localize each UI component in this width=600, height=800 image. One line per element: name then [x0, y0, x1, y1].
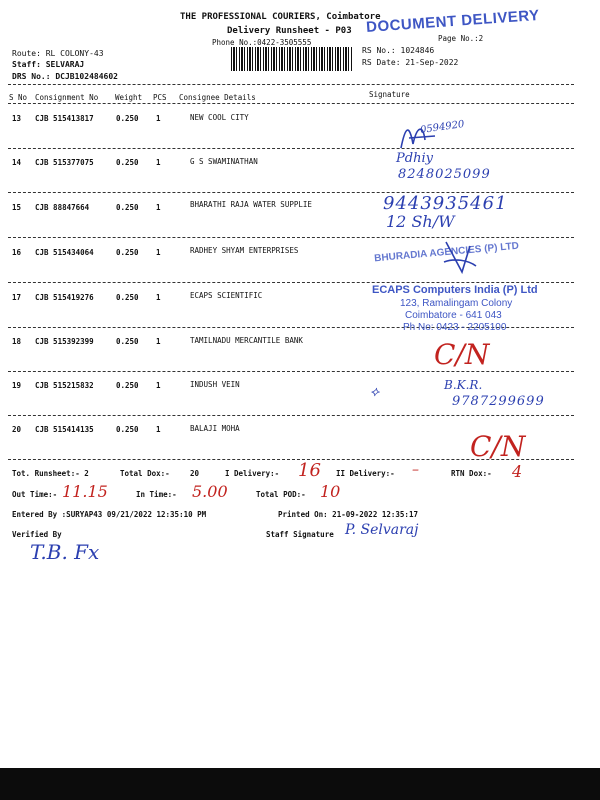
row-consignee: BALAJI MOHA [190, 424, 240, 433]
row-consignee: RADHEY SHYAM ENTERPRISES [190, 246, 299, 255]
total-dox-value: 20 [190, 469, 200, 478]
divider [8, 237, 574, 238]
rs-number: RS No.: 1024846 [362, 46, 435, 55]
row-consignment: CJB 515392399 [35, 337, 94, 346]
row-consignee: INDUSH VEIN [190, 380, 240, 389]
staff-signature-label: Staff Signature [266, 530, 334, 539]
row-weight: 0.250 [116, 203, 139, 212]
phone-number: Phone No.:0422-3505555 [212, 38, 312, 47]
row-sno: 19 [12, 381, 22, 390]
rs-date: RS Date: 21-Sep-2022 [362, 58, 459, 67]
i-delivery-label: I Delivery:- [225, 469, 280, 478]
divider [8, 103, 574, 104]
row-sno: 16 [12, 248, 22, 257]
divider [8, 371, 574, 372]
ecaps-stamp-phone: Ph No: 0423 - 2205100 [403, 322, 507, 333]
row-pcs: 1 [156, 425, 161, 434]
row-pcs: 1 [156, 248, 161, 257]
row-pcs: 1 [156, 158, 161, 167]
handwritten-phone: 9787299699 [452, 394, 545, 409]
col-consignment: Consignment No [35, 93, 99, 102]
divider [8, 84, 574, 85]
row-pcs: 1 [156, 381, 161, 390]
row-weight: 0.250 [116, 425, 139, 434]
col-pcs: PCS [153, 93, 167, 102]
divider [8, 282, 574, 283]
row-consignee: BHARATHI RAJA WATER SUPPLIE [190, 200, 312, 209]
page-number: Page No.:2 [438, 34, 484, 43]
rtn-dox-label: RTN Dox:- [451, 469, 492, 478]
row-consignment: CJB 515215832 [35, 381, 94, 390]
row-weight: 0.250 [116, 293, 139, 302]
cn-mark: C/N [470, 430, 526, 463]
row-weight: 0.250 [116, 248, 139, 257]
staff-signature: P. Selvaraj [345, 522, 419, 538]
row-consignee: G S SWAMINATHAN [190, 157, 258, 166]
row-consignment: CJB 88847664 [35, 203, 90, 212]
divider [8, 415, 574, 416]
ii-delivery-label: II Delivery:- [336, 469, 395, 478]
row-weight: 0.250 [116, 381, 139, 390]
i-delivery-value: 16 [298, 460, 321, 481]
ecaps-stamp-address: 123, Ramalingam Colony [400, 298, 513, 309]
col-signature: Signature [369, 90, 410, 99]
signature-scribble: ⟡ [370, 384, 380, 400]
cn-mark: C/N [434, 338, 490, 371]
ecaps-stamp-title: ECAPS Computers India (P) Ltd [372, 284, 538, 296]
handwritten-signature: 12 Sh/W [386, 212, 455, 231]
ecaps-stamp-city: Coimbatore - 641 043 [405, 310, 502, 321]
handwritten-name: B.K.R. [444, 378, 483, 392]
row-consignment: CJB 515413817 [35, 114, 94, 123]
row-consignment: CJB 515434064 [35, 248, 94, 257]
signature-scribble [440, 236, 480, 280]
out-time-value: 11.15 [62, 482, 108, 501]
col-weight: Weight [115, 93, 143, 102]
row-sno: 17 [12, 293, 22, 302]
col-sno: S No [9, 93, 28, 102]
ii-delivery-mark: – [412, 462, 419, 478]
row-pcs: 1 [156, 203, 161, 212]
drs-number: DRS No.: DCJB102484602 [12, 72, 118, 81]
row-weight: 0.250 [116, 158, 139, 167]
signature-note: 0594920 [419, 118, 466, 137]
row-consignment: CJB 515419276 [35, 293, 94, 302]
in-time-label: In Time:- [136, 490, 177, 499]
col-consignee: Consignee Details [179, 93, 256, 102]
row-consignee: ECAPS SCIENTIFIC [190, 291, 263, 300]
barcode [231, 47, 353, 71]
handwritten-phone: 9443935461 [383, 193, 508, 214]
in-time-value: 5.00 [192, 482, 228, 501]
row-pcs: 1 [156, 337, 161, 346]
row-pcs: 1 [156, 114, 161, 123]
row-sno: 18 [12, 337, 22, 346]
printed-on: Printed On: 21-09-2022 12:35:17 [278, 510, 418, 519]
staff: Staff: SELVARAJ [12, 60, 85, 69]
row-sno: 13 [12, 114, 22, 123]
company-name: THE PROFESSIONAL COURIERS, Coimbatore [180, 12, 381, 22]
total-pod-value: 10 [320, 482, 341, 501]
route: Route: RL COLONY-43 [12, 49, 104, 58]
divider [8, 148, 574, 149]
row-weight: 0.250 [116, 337, 139, 346]
row-consignment: CJB 515377075 [35, 158, 94, 167]
row-sno: 14 [12, 158, 22, 167]
document-delivery-stamp: DOCUMENT DELIVERY [365, 6, 541, 37]
scan-border [0, 768, 600, 800]
row-sno: 20 [12, 425, 22, 434]
handwritten-phone: 8248025099 [398, 167, 491, 182]
company-stamp: BHURADIA AGENCIES (P) LTD [373, 240, 520, 265]
row-consignment: CJB 515414135 [35, 425, 94, 434]
row-weight: 0.250 [116, 114, 139, 123]
out-time-label: Out Time:- [12, 490, 58, 499]
row-consignee: NEW COOL CITY [190, 113, 249, 122]
verified-by-signature: T.B. Fx [30, 540, 100, 564]
row-consignee: TAMILNADU MERCANTILE BANK [190, 336, 303, 345]
handwritten-name: Pdhiy [396, 151, 433, 166]
entered-by: Entered By :SURYAP43 09/21/2022 12:35:10 PM [12, 510, 207, 519]
verified-by-label: Verified By [12, 530, 62, 539]
runsheet-title: Delivery Runsheet - P03 [227, 26, 352, 36]
row-sno: 15 [12, 203, 22, 212]
row-pcs: 1 [156, 293, 161, 302]
rtn-dox-value: 4 [512, 462, 523, 481]
total-runsheet: Tot. Runsheet:- 2 [12, 469, 89, 478]
total-dox-label: Total Dox:- [120, 469, 170, 478]
total-pod-label: Total POD:- [256, 490, 306, 499]
